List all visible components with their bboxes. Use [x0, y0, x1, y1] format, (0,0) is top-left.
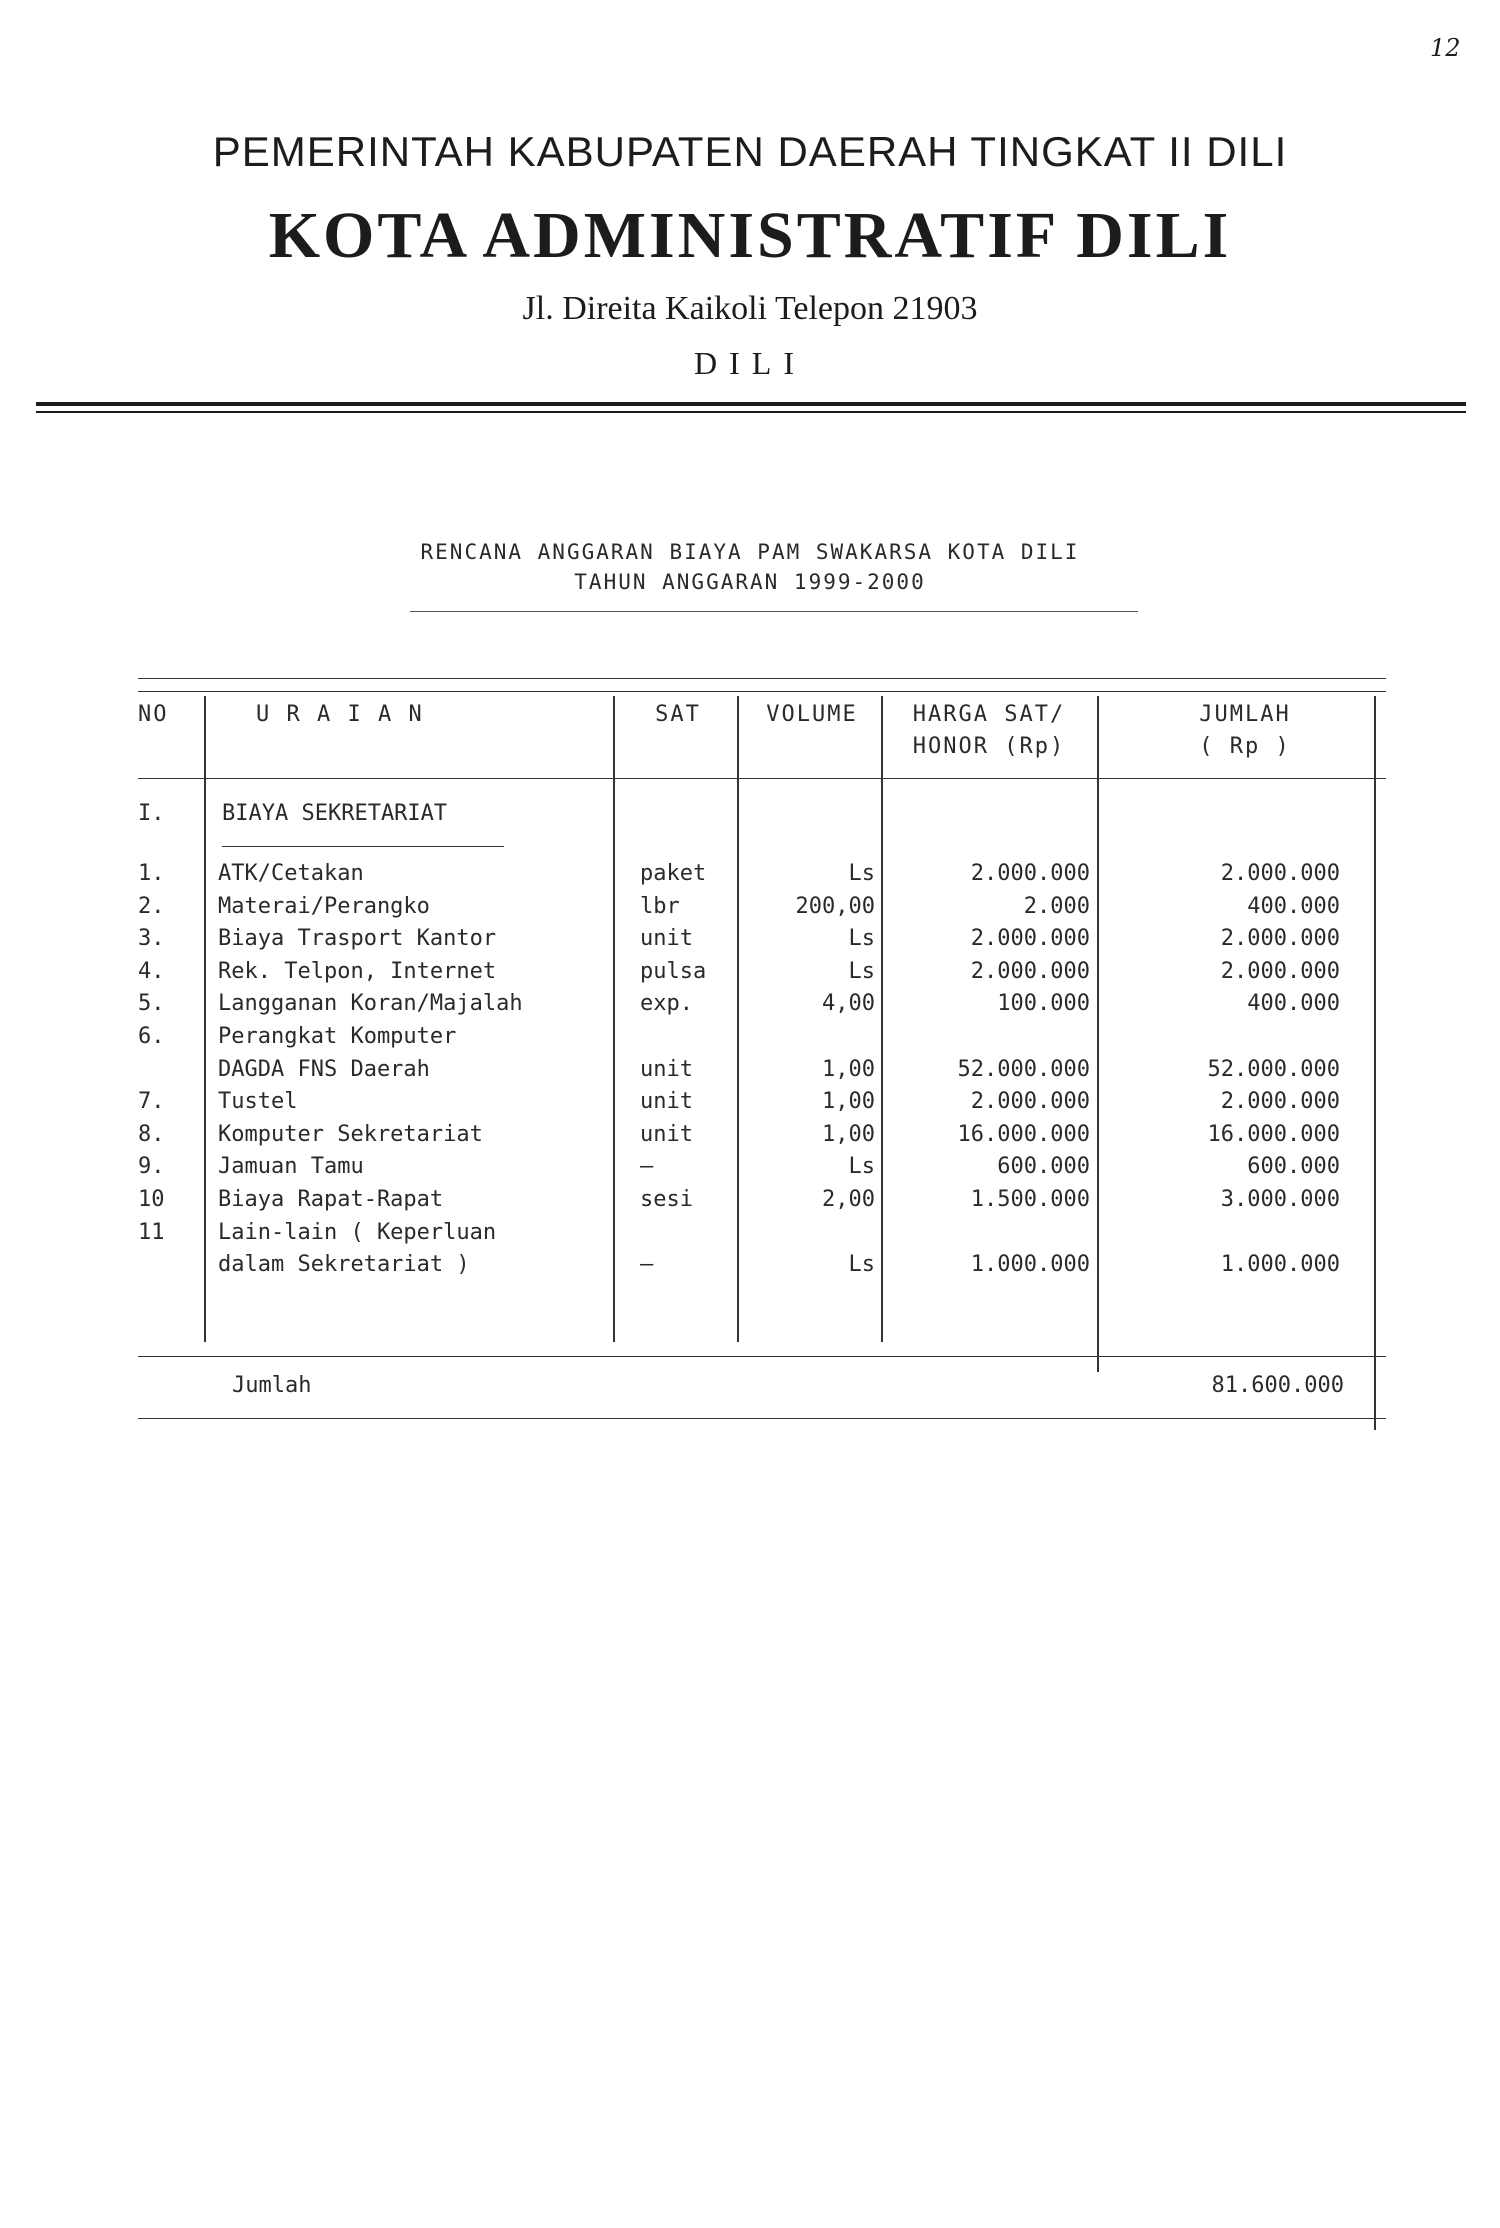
cell-volume: Ls	[848, 861, 875, 886]
cell-no: 7.	[138, 1089, 165, 1115]
cell-sat: unit	[640, 1089, 693, 1115]
cell-uraian: Perangkat Komputer	[218, 1024, 457, 1049]
header-jumlah-line2: ( Rp )	[1199, 734, 1291, 759]
cell-uraian: Materai/Perangko	[218, 893, 430, 919]
cell-harga: 1.500.000	[970, 1187, 1090, 1212]
cell-jumlah: 16.000.000	[1207, 1121, 1340, 1147]
col-sep-sat	[737, 696, 739, 1342]
cell-volume: Ls	[848, 926, 875, 952]
cell-sat: pulsa	[640, 958, 707, 984]
cell-volume: Ls	[848, 1154, 875, 1180]
table-top-rule-2	[138, 691, 1386, 692]
col-sep-harga	[1097, 696, 1099, 1372]
cell-jumlah: 3.000.000	[1220, 1187, 1340, 1212]
cell-harga: 2.000.000	[970, 958, 1090, 984]
cell-jumlah: 400.000	[1247, 893, 1340, 919]
letterhead-rule-thin	[36, 411, 1466, 413]
header-no: NO	[138, 702, 169, 727]
letterhead-city-short: DILI	[694, 345, 806, 381]
cell-sat: —	[640, 1154, 654, 1180]
cell-volume: 2,00	[822, 1187, 875, 1212]
cell-volume: 1,00	[822, 1121, 875, 1147]
total-value: 81.600.000	[1211, 1373, 1344, 1398]
cell-jumlah: 2.000.000	[1220, 861, 1340, 886]
cell-harga: 600.000	[997, 1154, 1090, 1180]
cell-no: 11	[138, 1219, 165, 1245]
cell-no: 4.	[138, 958, 165, 984]
cell-uraian: Lain-lain ( Keperluan	[218, 1219, 497, 1245]
section-number: I.	[138, 801, 165, 826]
cell-jumlah: 2.000.000	[1220, 958, 1340, 984]
cell-jumlah: 52.000.000	[1207, 1056, 1340, 1082]
cell-sat: paket	[640, 861, 707, 886]
cell-jumlah: 2.000.000	[1220, 926, 1340, 952]
cell-harga: 52.000.000	[957, 1056, 1090, 1082]
table-top-rule	[138, 678, 1386, 679]
header-jumlah-line1: JUMLAH	[1199, 702, 1291, 727]
letterhead-city: KOTA ADMINISTRATIF DILI	[268, 199, 1232, 272]
col-sep-no	[204, 696, 206, 1342]
cell-jumlah: 600.000	[1247, 1154, 1340, 1180]
total-label: Jumlah	[232, 1373, 312, 1398]
cell-volume: 200,00	[795, 893, 875, 919]
cell-volume: 1,00	[822, 1056, 875, 1082]
cell-sat: exp.	[640, 991, 693, 1017]
cell-jumlah: 2.000.000	[1220, 1089, 1340, 1115]
cell-uraian: DAGDA FNS Daerah	[218, 1056, 430, 1082]
cell-no: 9.	[138, 1154, 165, 1180]
title-underline	[410, 611, 1138, 612]
cell-no: 8.	[138, 1121, 165, 1147]
cell-harga: 2.000.000	[970, 1089, 1090, 1115]
cell-no: 2.	[138, 893, 165, 919]
cell-jumlah: 1.000.000	[1220, 1252, 1340, 1278]
cell-no: 5.	[138, 991, 165, 1017]
header-uraian: U R A I A N	[256, 702, 424, 727]
cell-volume: 1,00	[822, 1089, 875, 1115]
cell-volume: Ls	[848, 958, 875, 984]
cell-uraian: ATK/Cetakan	[218, 861, 364, 886]
cell-no: 6.	[138, 1024, 165, 1049]
cell-sat: —	[640, 1252, 654, 1278]
cell-harga: 16.000.000	[957, 1121, 1090, 1147]
cell-uraian: Biaya Trasport Kantor	[218, 926, 497, 952]
header-volume: VOLUME	[766, 702, 858, 727]
letterhead-address: Jl. Direita Kaikoli Telepon 21903	[522, 290, 978, 327]
cell-uraian: Rek. Telpon, Internet	[218, 958, 497, 984]
section-label: BIAYA SEKRETARIAT	[222, 801, 448, 826]
cell-no: 1.	[138, 861, 165, 886]
footer-top-rule	[138, 1356, 1386, 1357]
header-harga-line2: HONOR (Rp)	[912, 734, 1066, 759]
document-subtitle: TAHUN ANGGARAN 1999-2000	[574, 570, 926, 594]
cell-sat: unit	[640, 1056, 693, 1082]
col-sep-uraian	[613, 696, 615, 1342]
cell-volume: 4,00	[822, 991, 875, 1017]
cell-harga: 2.000.000	[970, 926, 1090, 952]
cell-sat: sesi	[640, 1187, 693, 1212]
cell-uraian: Langganan Koran/Majalah	[218, 991, 523, 1017]
cell-uraian: Tustel	[218, 1089, 298, 1115]
letterhead-government: PEMERINTAH KABUPATEN DAERAH TINGKAT II DILI	[212, 128, 1288, 175]
header-sat: SAT	[655, 702, 701, 727]
header-bottom-rule	[138, 778, 1386, 779]
cell-no: 10	[138, 1187, 165, 1212]
col-sep-volume	[881, 696, 883, 1342]
section-underline	[222, 846, 504, 847]
cell-harga: 100.000	[997, 991, 1090, 1017]
cell-volume: Ls	[848, 1252, 875, 1278]
cell-sat: unit	[640, 926, 693, 952]
cell-uraian: Biaya Rapat-Rapat	[218, 1187, 444, 1212]
header-harga-line1: HARGA SAT/	[912, 702, 1066, 727]
cell-uraian: dalam Sekretariat )	[218, 1252, 470, 1278]
cell-no: 3.	[138, 926, 165, 952]
cell-uraian: Komputer Sekretariat	[218, 1121, 483, 1147]
page-number: 12	[1430, 34, 1461, 62]
cell-harga: 2.000.000	[970, 861, 1090, 886]
letterhead-rule-thick	[36, 402, 1466, 406]
cell-sat: unit	[640, 1121, 693, 1147]
col-sep-right	[1374, 696, 1376, 1430]
cell-uraian: Jamuan Tamu	[218, 1154, 364, 1180]
cell-jumlah: 400.000	[1247, 991, 1340, 1017]
document-title: RENCANA ANGGARAN BIAYA PAM SWAKARSA KOTA DILI	[420, 540, 1080, 564]
cell-sat: lbr	[640, 893, 680, 919]
table-bottom-rule	[138, 1418, 1386, 1419]
cell-harga: 2.000	[1023, 893, 1090, 919]
cell-harga: 1.000.000	[970, 1252, 1090, 1278]
